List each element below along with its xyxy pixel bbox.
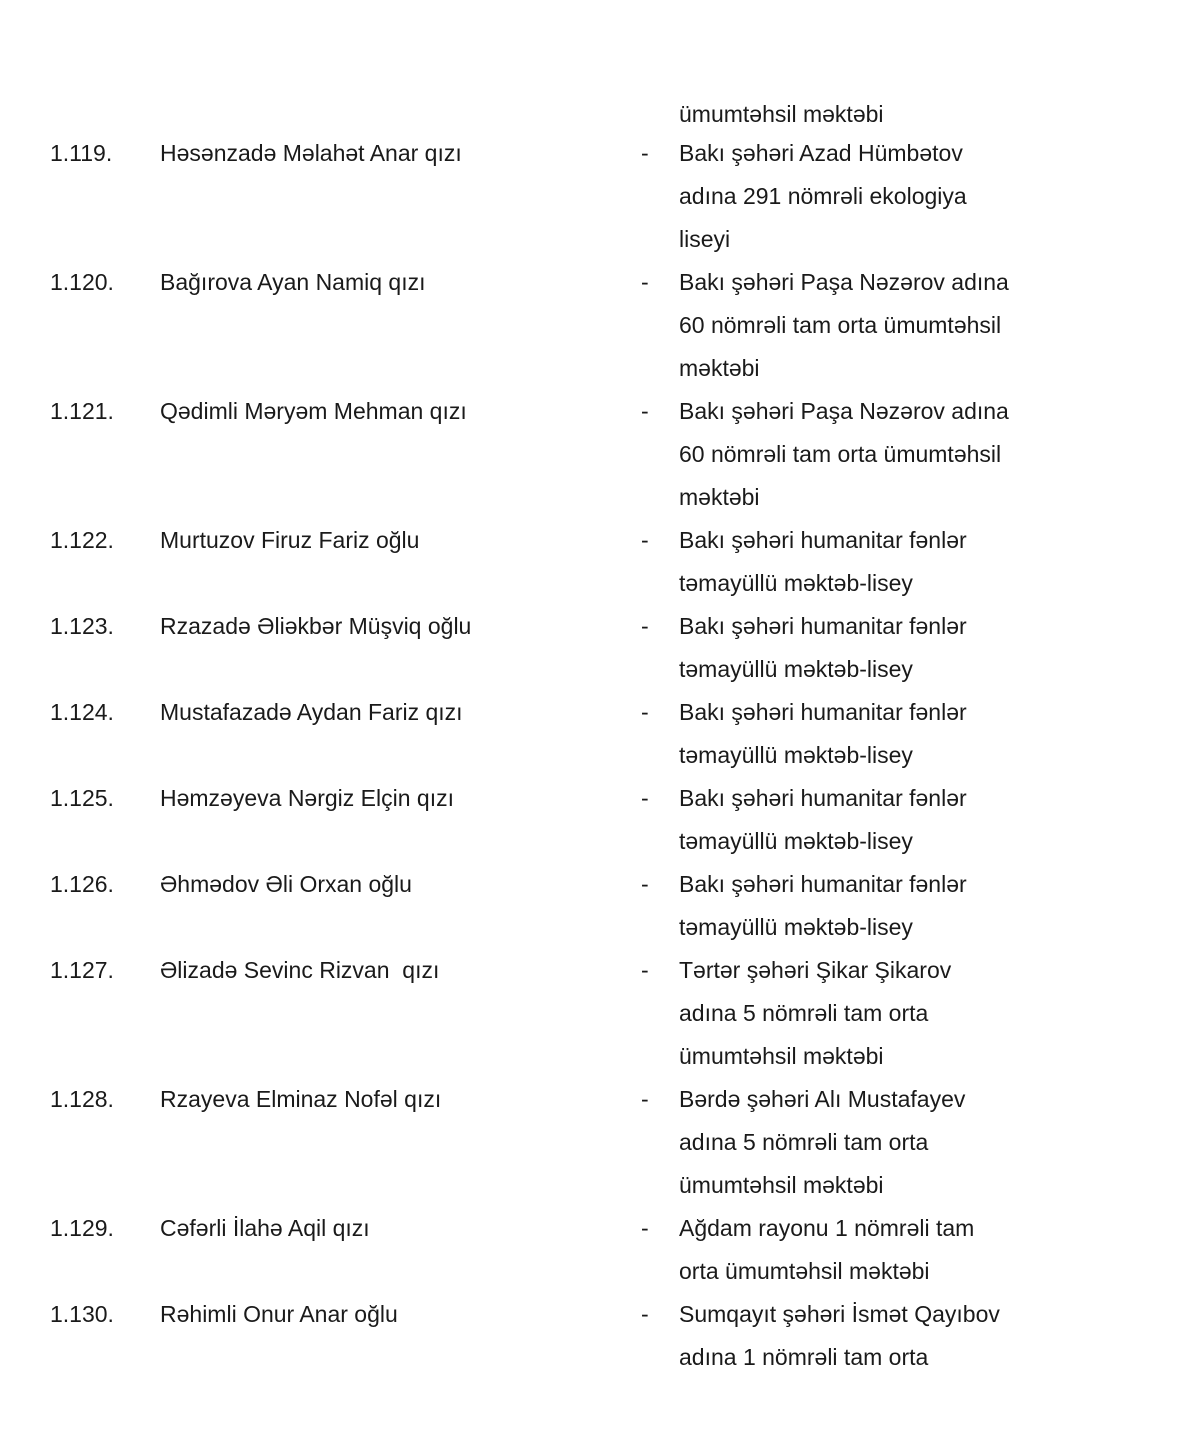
entry-school — [679, 691, 1099, 777]
list-item — [0, 863, 1200, 949]
entry-dash: - — [641, 1086, 649, 1112]
entry-number: 1.129. — [50, 1215, 114, 1241]
entry-number: 1.128. — [50, 1086, 114, 1112]
school-line: Sumqayıt şəhəri İsmət Qayıbov — [679, 1301, 1000, 1327]
school-line: 60 nömrəli tam orta ümumtəhsil — [679, 441, 1002, 467]
entry-dash: - — [641, 785, 649, 811]
entry-school — [679, 1078, 1099, 1207]
entry-school — [679, 863, 1099, 949]
school-line: Bərdə şəhəri Alı Mustafayev — [679, 1086, 966, 1112]
school-line: Tərtər şəhəri Şikar Şikarov — [679, 957, 952, 983]
school-line: təmayüllü məktəb-lisey — [679, 570, 913, 596]
entry-name: Rzayeva Elminaz Nofəl qızı — [160, 1086, 442, 1112]
entry-dash: - — [641, 140, 649, 166]
school-line: məktəbi — [679, 484, 760, 510]
list-item — [0, 1293, 1200, 1379]
school-line: adına 291 nömrəli ekologiya — [679, 183, 967, 209]
entry-name: Bağırova Ayan Namiq qızı — [160, 269, 426, 295]
school-line: ümumtəhsil məktəbi — [679, 1172, 884, 1198]
school-line: 60 nömrəli tam orta ümumtəhsil — [679, 312, 1002, 338]
school-line: Bakı şəhəri Paşa Nəzərov adına — [679, 398, 1009, 424]
entry-school — [679, 777, 1099, 863]
entry-school — [679, 949, 1099, 1078]
school-line: Bakı şəhəri humanitar fənlər — [679, 527, 967, 553]
entry-number: 1.120. — [50, 269, 114, 295]
school-line: Bakı şəhəri humanitar fənlər — [679, 699, 967, 725]
school-line: Bakı şəhəri humanitar fənlər — [679, 871, 967, 897]
list-item — [0, 949, 1200, 1078]
school-line: Bakı şəhəri humanitar fənlər — [679, 613, 967, 639]
entry-number: 1.125. — [50, 785, 114, 811]
entry-number: 1.121. — [50, 398, 114, 424]
entry-number: 1.122. — [50, 527, 114, 553]
list-item — [0, 777, 1200, 863]
entry-dash: - — [641, 269, 649, 295]
entry-dash: - — [641, 1301, 649, 1327]
school-line: təmayüllü məktəb-lisey — [679, 656, 913, 682]
list-item — [0, 261, 1200, 390]
entry-name: Əhmədov Əli Orxan oğlu — [160, 871, 412, 897]
school-line: orta ümumtəhsil məktəbi — [679, 1258, 930, 1284]
list-item — [0, 1207, 1200, 1293]
school-line: təmayüllü məktəb-lisey — [679, 914, 913, 940]
list-item — [0, 605, 1200, 691]
school-line: liseyi — [679, 226, 731, 252]
entry-school — [679, 605, 1099, 691]
school-line: məktəbi — [679, 355, 760, 381]
school-line: təmayüllü məktəb-lisey — [679, 828, 913, 854]
entry-school — [679, 261, 1099, 390]
entry-school — [679, 390, 1099, 519]
entry-dash: - — [641, 527, 649, 553]
entry-name: Qədimli Məryəm Mehman qızı — [160, 398, 467, 424]
entry-school — [679, 519, 1099, 605]
entry-dash: - — [641, 398, 649, 424]
list-item — [0, 390, 1200, 519]
entry-name: Rəhimli Onur Anar oğlu — [160, 1301, 398, 1327]
entry-dash: - — [641, 1215, 649, 1241]
entry-name: Mustafazadə Aydan Fariz qızı — [160, 699, 463, 725]
entry-number: 1.124. — [50, 699, 114, 725]
entry-number: 1.119. — [50, 140, 113, 166]
list-item — [0, 1078, 1200, 1207]
school-line: ümumtəhsil məktəbi — [679, 1043, 884, 1069]
school-line: Ağdam rayonu 1 nömrəli tam — [679, 1215, 975, 1241]
school-line: təmayüllü məktəb-lisey — [679, 742, 913, 768]
entry-dash: - — [641, 699, 649, 725]
entry-number: 1.123. — [50, 613, 114, 639]
list-item — [0, 132, 1200, 261]
list-item — [0, 519, 1200, 605]
entry-dash: - — [641, 871, 649, 897]
entry-dash: - — [641, 957, 649, 983]
entry-name: Həsənzadə Məlahət Anar qızı — [160, 140, 462, 166]
school-line: Bakı şəhəri Azad Hümbətov — [679, 140, 963, 166]
entry-school — [679, 1293, 1099, 1379]
entry-number: 1.127. — [50, 957, 114, 983]
school-line: adına 5 nömrəli tam orta — [679, 1129, 929, 1155]
entry-name: Cəfərli İlahə Aqil qızı — [160, 1215, 370, 1241]
entry-name: Murtuzov Firuz Fariz oğlu — [160, 527, 420, 553]
entry-number: 1.130. — [50, 1301, 114, 1327]
entry-number: 1.126. — [50, 871, 114, 897]
continuation-line: ümumtəhsil məktəbi — [679, 101, 884, 127]
entry-school — [679, 132, 1099, 261]
school-line: adına 5 nömrəli tam orta — [679, 1000, 929, 1026]
list-item — [0, 691, 1200, 777]
entry-name: Əlizadə Sevinc Rizvan qızı — [160, 957, 440, 983]
school-line: Bakı şəhəri humanitar fənlər — [679, 785, 967, 811]
entry-name: Rzazadə Əliəkbər Müşviq oğlu — [160, 613, 472, 639]
school-line: Bakı şəhəri Paşa Nəzərov adına — [679, 269, 1009, 295]
school-line: adına 1 nömrəli tam orta — [679, 1344, 929, 1370]
entry-name: Həmzəyeva Nərgiz Elçin qızı — [160, 785, 454, 811]
entry-school — [679, 1207, 1099, 1293]
entry-dash: - — [641, 613, 649, 639]
entry-list — [0, 132, 1200, 1379]
